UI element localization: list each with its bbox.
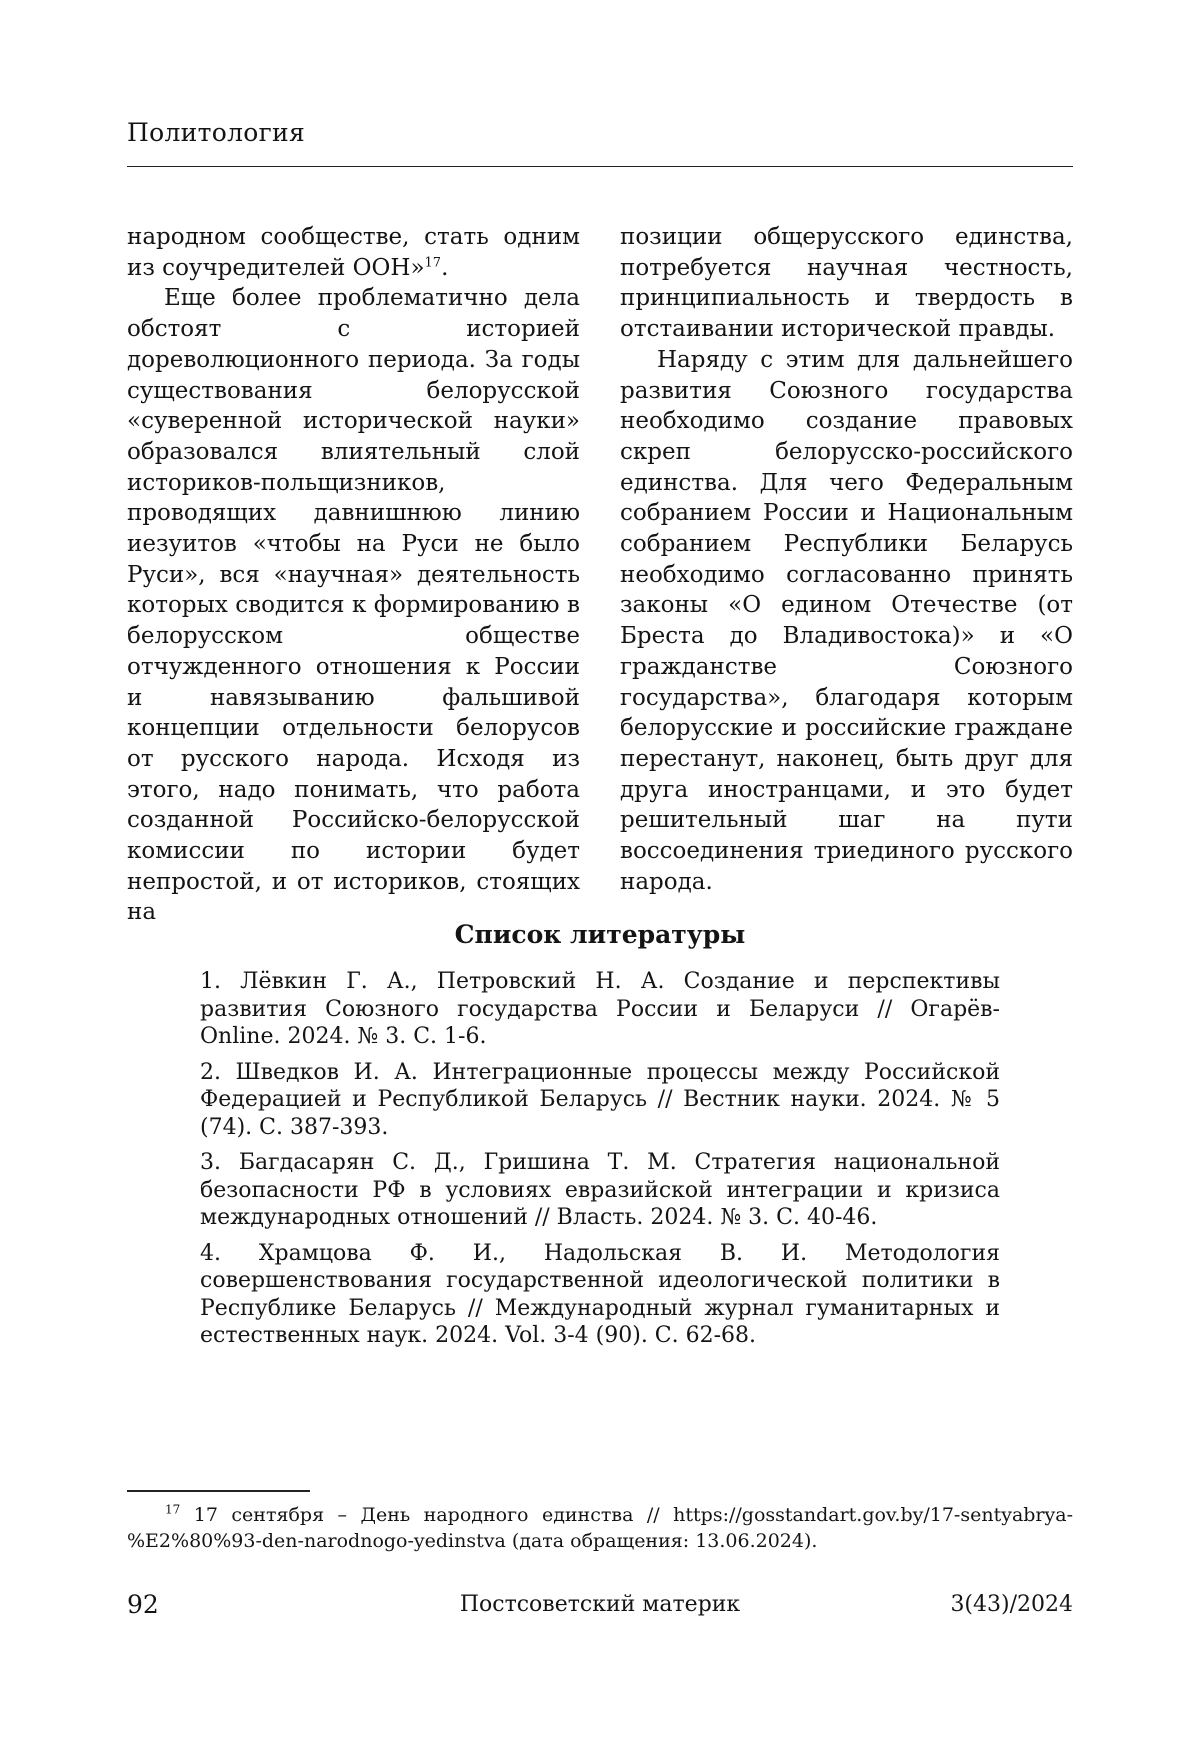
paragraph-text: народном сообществе, стать одним из соучредителей ООН» — [127, 224, 580, 281]
footnote-ref[interactable]: 17 — [424, 255, 442, 271]
reference-item: 3. Багдасарян С. Д., Гришина Т. М. Стратегия национальной безопасности РФ в условиях евразийской интеграции и кризиса международных отношений // Власть. 2024. № 3. С. 40-46. — [200, 1150, 1000, 1230]
references-title: Список литературы — [454, 920, 746, 949]
paragraph: народном сообществе, стать одним из соучредителей ООН»$^{17}$. — [127, 224, 580, 281]
reference-item: 4. Храмцова Ф. И., Надольская В. И. Методология совершенствования государственной идеологической политики в Республике Беларусь // Международный журнал гуманитарных и естественных наук. 2024. Vol. 3-4 (90). С. 62-68. — [200, 1240, 1000, 1348]
footnote-body — [127, 1503, 1073, 1554]
reference-item: 1. Лёвкин Г. А., Петровский Н. А. Создание и перспективы развития Союзного государства России и Беларуси // Огарёв-Online. 2024. № 3. С. 1-6. — [200, 969, 1000, 1049]
running-head: Политология — [127, 118, 306, 147]
footnote-mark: 17 — [165, 1502, 181, 1517]
page-number: 92 — [127, 1590, 159, 1619]
right-column — [620, 222, 1073, 897]
paragraph: позиции общерусского единства, потребуется научная честность, принципиальность и твердость в отстаивании исторической правды. — [620, 224, 1073, 343]
header-rule — [127, 166, 1073, 167]
footnote-text: 17 сентября – День народного единства // https://gosstandart.gov.by/17-sentyabrya-%E2%80%93-den-narodnogo-yedinstva (дата обращения: 13.06.2024). — [127, 1504, 1073, 1552]
reference-item: 2. Шведков И. А. Интеграционные процессы между Российской Федерацией и Республикой Беларусь // Вестник науки. 2024. № 5 (74). С. 387-393. — [200, 1059, 1000, 1140]
references-list — [200, 968, 1000, 1358]
footnote-rule — [127, 1490, 310, 1492]
paragraph: Еще более проблематично дела обстоят с историей дореволюционного периода. За годы существования белорусской «суверенной исторической науки» образовался влиятельный слой историков-польщизников, проводящих давнишнюю линию иезуитов «чтобы на Руси не было Руси», вся «научная» деятельность которых сводится к формированию в белорусском обществе отчужденного отношения к России и навязыванию фальшивой концепции отдельности белорусов от русского народа. Исходя из этого, надо понимать, что работа созданной Российско-белорусской комиссии по истории будет непростой, и от историков, стоящих на — [127, 285, 580, 926]
left-column — [127, 222, 580, 928]
issue-number: 3(43)/2024 — [950, 1592, 1073, 1617]
footnote — [127, 1503, 1073, 1554]
journal-title: Постсоветский материк — [459, 1592, 741, 1617]
paragraph: Наряду с этим для дальнейшего развития Союзного государства необходимо создание правовых скреп белорусско-российского единства. Для чего Федеральным собранием России и Национальным собранием Республики Беларусь необходимо согласованно принять законы «О едином Отечестве (от Бреста до Владивостока)» и «О гражданстве Союзного государства», благодаря которым белорусские и российские граждане перестанут, наконец, быть друг для друга иностранцами, и это будет решительный шаг на пути воссоединения триединого русского народа. — [620, 346, 1073, 895]
